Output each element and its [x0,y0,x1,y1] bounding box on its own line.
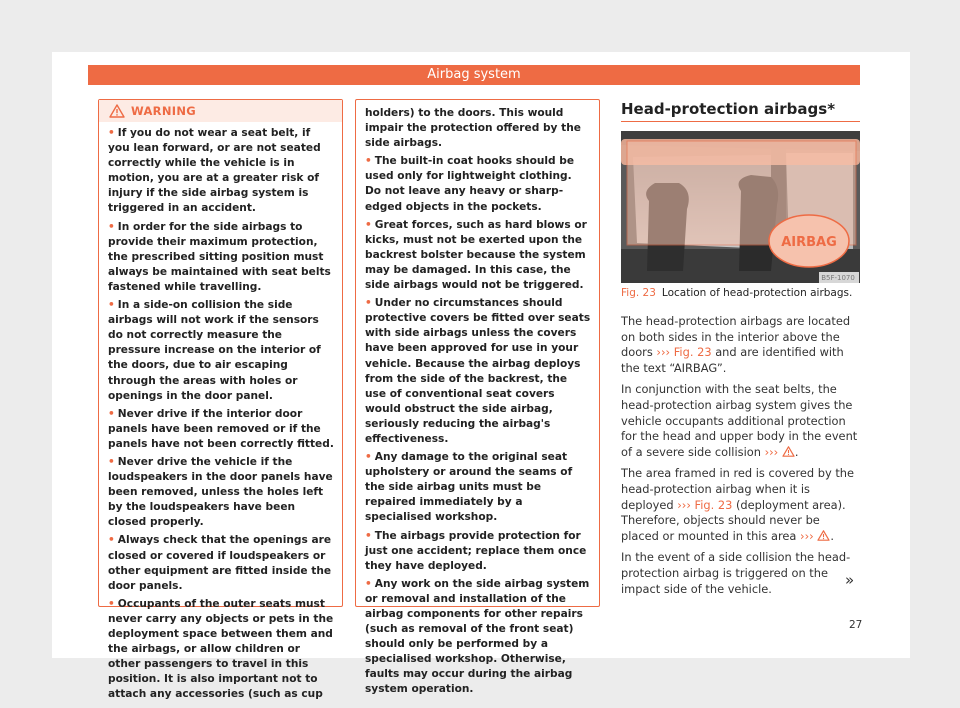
figure-caption [621,287,852,299]
warning-continuation: holders) to the doors. This would impair the protection offered by the side airbags. [365,107,581,150]
warning-label: WARNING [131,104,196,118]
warning-triangle-icon [109,104,125,118]
figure-link[interactable]: ››› Fig. 23 [677,497,733,512]
car-interior-illustration [621,131,860,283]
bullet-icon: • [365,297,372,310]
warning-item: • Never drive the vehicle if the loudspeakers in the door panels have been removed, unless the holes left by the loudspeakers have been closed properly. [108,455,333,529]
figure-caption-text: Location of head-protection airbags. [661,287,853,299]
section-body [621,314,861,603]
warning-body [99,122,342,702]
warning-item: • In order for the side airbags to provide their maximum protection, the prescribed sitting position must always be maintained with seat belts fastened while travelling. [108,220,331,293]
bullet-icon: • [108,299,115,312]
warning-item: • Never drive if the interior door panels have been removed or if the panels have not been correctly fitted. [108,407,334,450]
warning-box [98,99,343,701]
page-number: 27 [849,619,863,631]
figure-image [621,131,860,283]
warning-item: • If you do not wear a seat belt, if you lean forward, or are not seated correctly while the vehicle is in motion, you are at a greater risk of injury if the side airbag system is triggered in an accident. [108,127,321,215]
warning-body [356,100,599,698]
figure-link[interactable]: ››› Fig. 23 [656,345,712,360]
warning-item: • Any damage to the original seat upholstery or around the seams of the side airbag units must be repaired immediately by a specialised workshop. [365,451,573,524]
bullet-icon: • [365,529,372,542]
warning-item: • Always check that the openings are closed or covered if loudspeakers or other equipment are fitted inside the door panels. [108,534,332,592]
warning-header [99,100,342,122]
section-divider [621,121,860,122]
figure-code: B5F-1070 [821,274,855,282]
page-header: Airbag system [88,65,860,85]
bullet-icon: • [108,597,115,610]
warning-item: • Under no circumstances should protective covers be fitted over seats with side airbags unless the covers have been approved for use in your vehicle. Because the airbag deploys from the side of the backrest, the use of conventional seat covers would obstruct the side airbag, seriously reducing the airbag's effectiveness. [365,297,591,445]
continue-arrow-icon: » [845,571,855,589]
paragraph: In conjunction with the seat belts, the head-protection airbag system gives the vehicle occupants additional protection for the head and upper body in the event of a severe side collision ››› . [621,382,858,459]
paragraph: The area framed in red is covered by the head-protection airbag when it is deployed ››› Fig. 23 (deployment area). Therefore, objects should never be placed or mounted in this area ››› . [621,466,855,543]
bullet-icon: • [108,127,115,139]
bullet-icon: • [365,451,372,464]
paragraph: The head-protection airbags are located on both sides in the interior above the doors ››› Fig. 23 and are identified with the text “AIRBAG”. [621,314,851,375]
airbag-badge-text: AIRBAG [781,235,837,250]
warning-link[interactable]: ››› [764,444,779,459]
warning-item: • Occupants of the outer seats must never carry any objects or pets in the deployment space between them and the airbags, or allow children or other passengers to travel in this position. It is also important not to attach any accessories (such as cup [108,597,334,701]
bullet-icon: • [108,407,115,420]
bullet-icon: • [108,455,115,468]
warning-item: • The built-in coat hooks should be used only for lightweight clothing. Do not leave any heavy or sharp-edged objects in the pockets. [365,155,575,213]
warning-box-continued [355,99,600,696]
warning-link[interactable]: ››› [800,528,814,543]
paragraph: In the event of a side collision the head-protection airbag is triggered on the impact side of the vehicle. [621,550,851,596]
bullet-icon: • [365,218,372,231]
warning-triangle-icon [817,530,830,541]
warning-triangle-icon [782,446,795,457]
warning-item: • Any work on the side airbag system or removal and installation of the airbag components for other repairs (such as removal of the front seat) should only be performed by a specialised workshop. Otherwise, faults may occur during the airbag system operation. [365,577,590,696]
bullet-icon: • [108,220,115,233]
warning-item: • In a side-on collision the side airbags will not work if the sensors do not correctly measure the pressure increase on the interior of the doors, due to air escaping through the areas with holes or openings in the door panel. [108,299,321,402]
figure-number: Fig. 23 [621,287,656,299]
section-title: Head-protection airbags* [621,100,836,118]
warning-item: • The airbags provide protection for just one accident; replace them once they have deployed. [365,529,587,572]
bullet-icon: • [365,155,372,168]
warning-item: • Great forces, such as hard blows or kicks, must not be exerted upon the backrest bolster because the system may be damaged. In this case, the side airbags would not be triggered. [365,218,587,292]
bullet-icon: • [365,577,372,590]
bullet-icon: • [108,534,115,547]
